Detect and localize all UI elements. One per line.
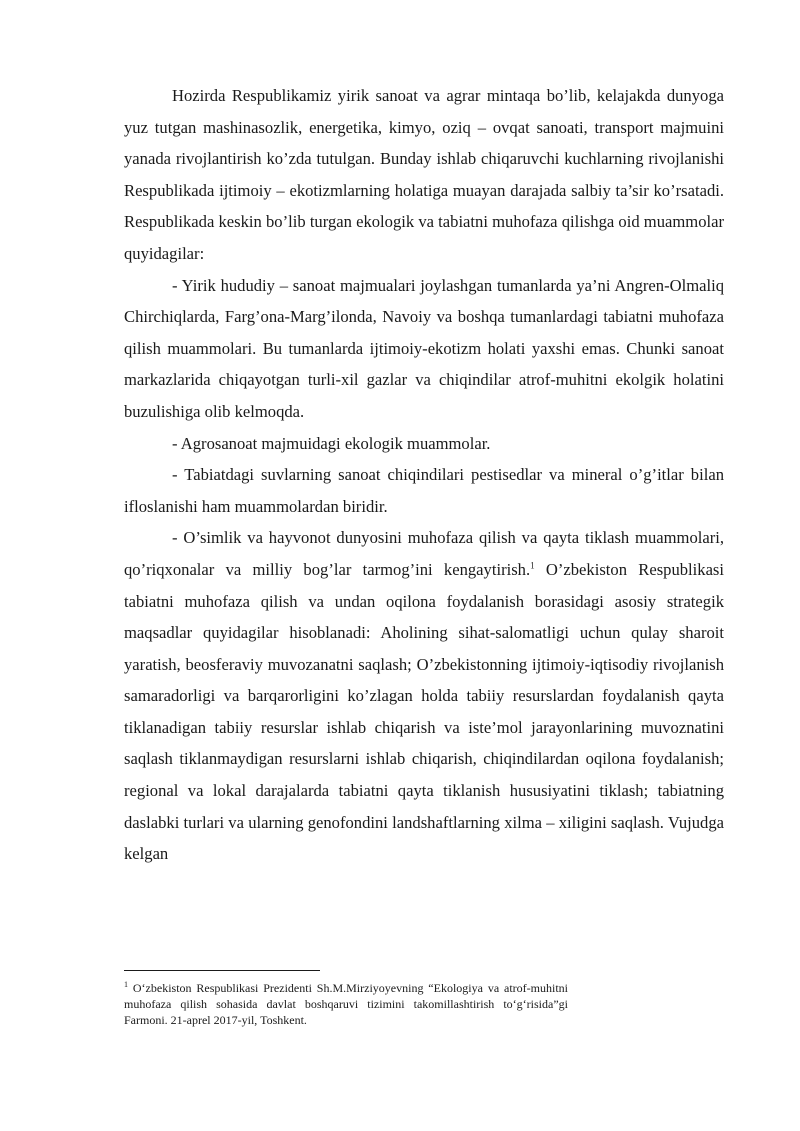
paragraph-water-pollution: - Tabiatdagi suvlarning sanoat chiqindilari pestisedlar va mineral o’g’itlar bilan ifloslanishi ham muammolardan biridir. [124,465,724,516]
footnote-separator [124,970,320,971]
paragraph-industrial-regions: - Yirik hududiy – sanoat majmualari joylashgan tumanlarda ya’ni Angren-Olmaliq Chirchiqlarda, Farg’ona-Marg’ilonda, Navoiy va boshqa tumanlardagi tabiatni muhofaza qilish muammolari. Bu tumanlarda ijtimoiy-ekotizm holati yaxshi emas. Chunki sanoat markazlarida chiqayotgan turli-xil gazlar va chiqindilar atrof-muhitni ekolgik holatini buzulishiga olib kelmoqda. [124,275,724,421]
paragraph-strategic-goals: O’zbekiston Respublikasi tabiatni muhofaza qilish va undan oqilona foydalanish borasidagi asosiy strategik maqsadlar quyidagilar hisoblanadi: Aholining sihat-salomatligi uchun qulay sharoit yaratish, beosferaviy muvozanatni saqlash; O’zbekistonning ijtimoiy-iqtisodiy rivojlanish samaradorligi va barqarorligini ko’zlagan holda tabiiy resurslardan foydalanish qayta tiklanadigan tabiiy resurslar ishlab chiqarish va iste’mol jarayonlarining muvoznatini saqlash tiklanmaydigan resurslarni ishlab chiqarish, chiqindilardan oqilona foydalanish; regional va lokal darajalarda tabiatni qayta tiklanish hususiyatini tiklash; tabiatning daslabki turlari va ularning genofondini landshaftlarning xilma – xiligini saqlash. Vujudga kelgan [124,559,724,864]
footnote-marker: 1 [124,980,128,989]
footnote-reference[interactable]: 1 [530,560,535,571]
paragraph-intro: Hozirda Respublikamiz yirik sanoat va agrar mintaqa bo’lib, kelajakda dunyoga yuz tutgan mashinasozlik, energetika, kimyo, oziq – ovqat sanoati, transport majmuini yanada rivojlantirish ko’zda tutulgan. Bunday ishlab chiqaruvchi kuchlarning rivojlanishi Respublikada ijtimoiy – ekotizmlarning holatiga muayan darajada salbiy ta’sir ko’rsatadi. Respublikada keskin bo’lib turgan ekologik va tabiatni muhofaza qilishga oid muammolar quyidagilar: [124,86,724,263]
paragraph-agro-industrial: - Agrosanoat majmuidagi ekologik muammolar. [172,433,491,453]
footnote-text: O‘zbekiston Respublikasi Prezidenti Sh.M.Mirziyoyevning “Ekologiya va atrof-muhitni muhofaza qilish sohasida davlat boshqaruvi tizimini takomillashtirish to‘g‘risida”gi Farmoni. 21-aprel 2017-yil, Toshkent. [124,981,568,1027]
paragraph-flora-fauna [124,522,724,870]
paragraph-flora-fauna-text: - O’simlik va hayvonot dunyosini muhofaza qilish va qayta tiklash muammolari, qo’riqxonalar va milliy bog’lar tarmog’ini kengaytirish. [124,528,724,579]
footnote [124,980,568,1028]
body-text [124,80,724,870]
